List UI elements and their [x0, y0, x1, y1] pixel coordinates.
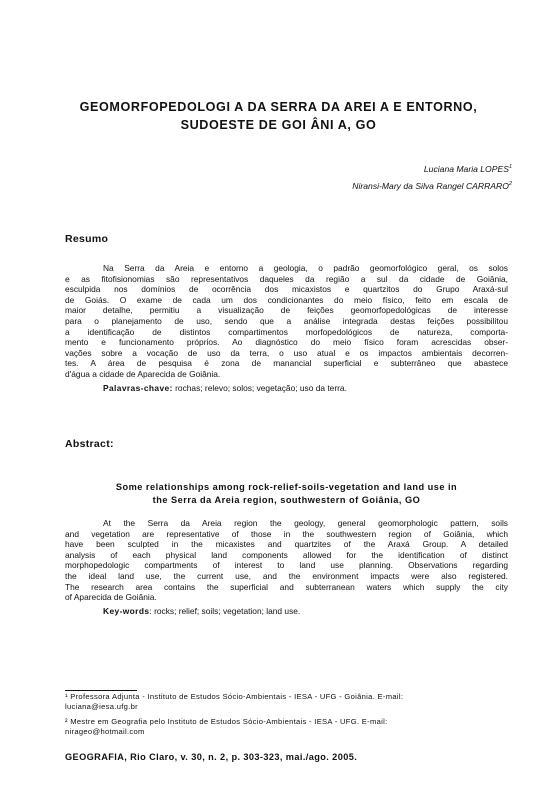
- title-line-2: SUDOESTE DE GOI ÂNI A, GO: [180, 118, 377, 132]
- footnote-divider: [65, 690, 137, 691]
- resumo-paragraph: [65, 263, 508, 380]
- text-line: de Goiás. O exame de cada um dos condicionantes do meio físico, feito em escala de: [65, 294, 508, 305]
- text-line: The research area contains the superficial and subterranean waters which supply the city: [65, 581, 508, 592]
- resumo-heading: Resumo: [65, 233, 109, 245]
- text-line: Na Serra da Areia e entorno a geologia, o padrão geomorfológico geral, os solos: [103, 263, 508, 273]
- author-footnote-mark: 2: [508, 180, 512, 187]
- abstract-paragraph: [65, 518, 508, 603]
- author-1: [352, 160, 512, 177]
- abstract-keywords: [103, 606, 300, 617]
- text-line: and vegetation are representative of those in the southwestern region of Goiânia, which: [65, 528, 508, 539]
- footnote-2: [65, 717, 508, 737]
- text-line: At the Serra da Areia region the geology, general geomorphologic pattern, soils: [103, 518, 508, 528]
- text-line: have been sculpted in the micaxistes and quartzites of the Araxá Group. A detailed: [65, 539, 508, 550]
- footnote-line: nirageo@hotmail.com: [65, 727, 145, 736]
- author-name: Luciana Maria LOPES: [423, 163, 509, 174]
- text-line: maior detalhe, permitiu a visualização de feições geomorfopedológicas de interesse: [65, 305, 508, 316]
- abstract-title-line-1: Some relationships among rock-relief-soils-vegetation and land use in: [115, 482, 458, 492]
- keywords-text: : rocks; relief; soils; vegetation; land use.: [149, 606, 301, 616]
- author-list: [352, 160, 512, 194]
- resumo-keywords: [103, 383, 347, 394]
- abstract-title-line-2: the Serra da Areia region, southwestern of Goiânia, GO: [152, 494, 421, 505]
- abstract-title: [65, 481, 508, 506]
- text-line: mento e funcionamento próprios. Ao diagnóstico do meio físico foram acrescidas obser-: [65, 337, 508, 348]
- abstract-heading: Abstract:: [65, 438, 114, 450]
- footnote-line: luciana@iesa.ufg.br: [65, 702, 138, 711]
- text-line: morphopedologic compartments of interest to land use planning. Observations regarding: [65, 560, 508, 571]
- footnote-1: [65, 692, 508, 712]
- text-line: tes. A área de pesquisa é zona de manancial superficial e subterrâneo que abastece: [65, 358, 508, 369]
- footnote-line: ¹ Professora Adjunta - Instituto de Estudos Sócio-Ambientais - IESA - UFG - Goiânia. E-mail:: [65, 692, 404, 701]
- text-line: a identificação de distintos compartimentos morfopedológicos de natureza, comporta-: [65, 326, 508, 337]
- text-line: of Aparecida de Goiânia.: [65, 592, 157, 603]
- text-line: vações sobre a vocação de uso da terra, o uso atual e os impactos ambientais decorren-: [65, 347, 508, 358]
- text-line: e as fitofisionomias são representativos daqueles da região a sul da cidade de Goiânia,: [65, 273, 508, 284]
- author-name: Niransi-Mary da Silva Rangel CARRARO: [352, 180, 509, 191]
- article-title: [60, 98, 497, 134]
- author-2: [352, 177, 512, 194]
- keywords-label: Key-words: [103, 606, 150, 616]
- text-line: the ideal land use, the current use, and the environment impacts were also registered.: [65, 570, 508, 581]
- text-line: d'água a cidade de Aparecida de Goiânia.: [65, 368, 221, 379]
- journal-citation-footer: GEOGRAFIA, Rio Claro, v. 30, n. 2, p. 303-323, mai./ago. 2005.: [65, 752, 358, 762]
- keywords-label: Palavras-chave:: [103, 383, 173, 393]
- title-line-1: GEOMORFOPEDOLOGI A DA SERRA DA AREI A E ENTORNO,: [79, 100, 478, 114]
- text-line: esculpida nos domínios de ocorrência dos micaxistos e quartzitos do Grupo Araxá-sul: [65, 284, 508, 295]
- text-line: para o planejamento de uso, sendo que a análise integrada destas feições possibilitou: [65, 315, 508, 326]
- text-line: analysis of each physical land components allowed for the identification of distinct: [65, 549, 508, 560]
- footnote-line: ² Mestre em Geografia pelo Instituto de Estudos Sócio-Ambientais - IESA - UFG. E-mail:: [65, 717, 388, 726]
- keywords-text: rochas; relevo; solos; vegetação; uso da terra.: [172, 383, 347, 393]
- author-footnote-mark: 1: [508, 164, 512, 170]
